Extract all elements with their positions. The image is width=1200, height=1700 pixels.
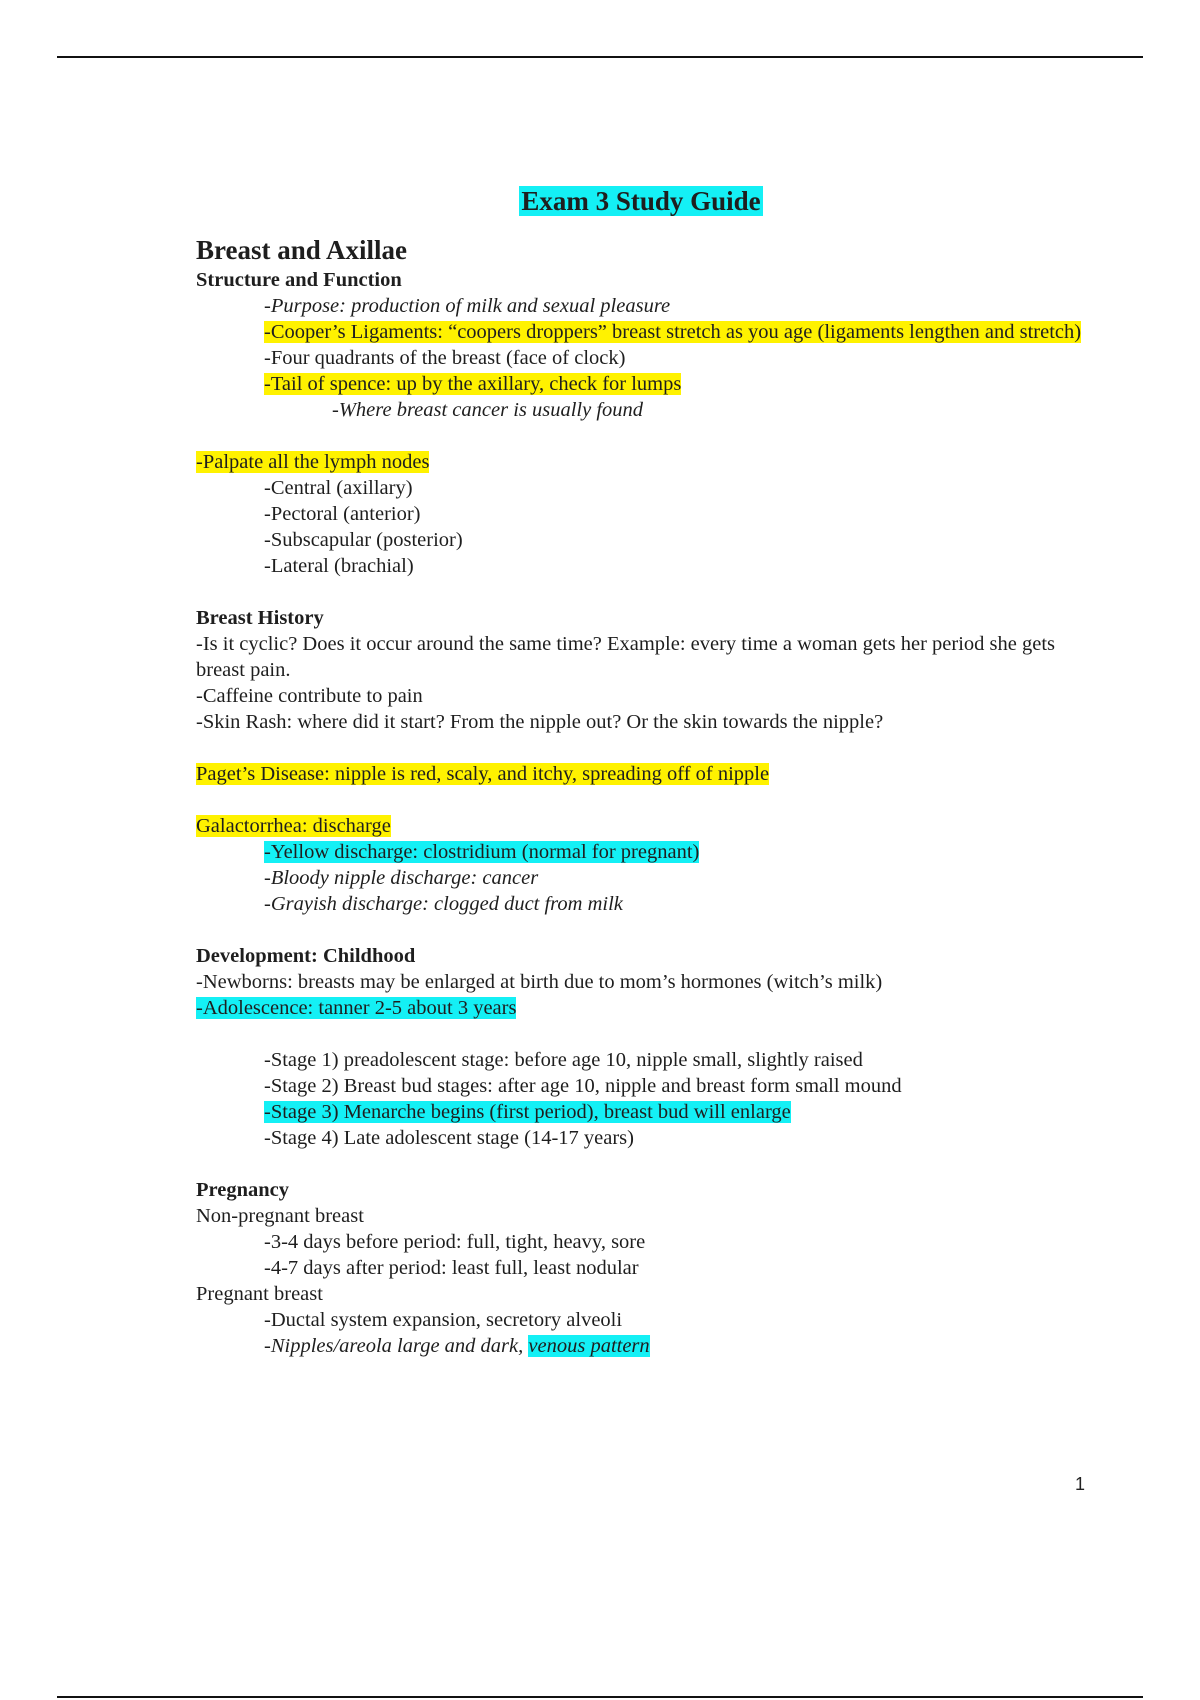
after-period-line: -4-7 days after period: least full, least nodular (264, 1257, 639, 1279)
coopers-line (196, 319, 1086, 345)
grayish-discharge-line: -Grayish discharge: clogged duct from milk (264, 893, 623, 915)
pagets-line: Paget’s Disease: nipple is red, scaly, and itchy, spreading off of nipple (196, 763, 770, 785)
subheading-pregnancy: Pregnancy (196, 1179, 290, 1201)
nipples-text: -Nipples/areola large and dark, (264, 1335, 529, 1357)
stage-4-line: -Stage 4) Late adolescent stage (14-17 years) (264, 1127, 634, 1149)
tail-of-spence-line: -Tail of spence: up by the axillary, check for lumps (264, 373, 682, 395)
adolescence-line: -Adolescence: tanner 2-5 about 3 years (196, 997, 517, 1019)
nipples-line (196, 1333, 1086, 1359)
cyclic-line: -Is it cyclic? Does it occur around the same time? Example: every time a woman gets her period she gets breast pain. (196, 633, 1061, 681)
header-rule (57, 56, 1143, 58)
lymph-node-item: -Central (axillary) (264, 477, 413, 499)
stage-1-line: -Stage 1) preadolescent stage: before age 10, nipple small, slightly raised (264, 1049, 863, 1071)
quadrants-line: -Four quadrants of the breast (face of clock) (264, 347, 626, 369)
section-heading-breast-axillae: Breast and Axillae (196, 235, 408, 265)
lymph-node-item: -Subscapular (posterior) (264, 529, 463, 551)
palpate-line: -Palpate all the lymph nodes (196, 451, 430, 473)
lymph-node-item: -Pectoral (anterior) (264, 503, 421, 525)
stage-3-line: -Stage 3) Menarche begins (first period), breast bud will enlarge (264, 1101, 791, 1123)
venous-pattern-text: venous pattern (528, 1335, 650, 1357)
subheading-breast-history: Breast History (196, 607, 324, 629)
bloody-discharge-line: -Bloody nipple discharge: cancer (264, 867, 539, 889)
ductal-line: -Ductal system expansion, secretory alveoli (264, 1309, 623, 1331)
skin-rash-line: -Skin Rash: where did it start? From the nipple out? Or the skin towards the nipple? (196, 711, 884, 733)
footer-rule (57, 1696, 1143, 1698)
page-content (196, 183, 1086, 1359)
stage-2-line: -Stage 2) Breast bud stages: after age 10, nipple and breast form small mound (264, 1075, 902, 1097)
caffeine-line: -Caffeine contribute to pain (196, 685, 423, 707)
page-number: 1 (1075, 1474, 1086, 1494)
document-title: Exam 3 Study Guide (521, 186, 761, 216)
lymph-node-item: -Lateral (brachial) (264, 555, 414, 577)
before-period-line: -3-4 days before period: full, tight, heavy, sore (264, 1231, 646, 1253)
subheading-structure-function: Structure and Function (196, 269, 402, 291)
purpose-line: -Purpose: production of milk and sexual pleasure (264, 295, 671, 317)
newborns-line: -Newborns: breasts may be enlarged at birth due to mom’s hormones (witch’s milk) (196, 971, 883, 993)
galactorrhea-line: Galactorrhea: discharge (196, 815, 391, 837)
subheading-development: Development: Childhood (196, 945, 416, 967)
pregnant-line: Pregnant breast (196, 1283, 323, 1305)
non-pregnant-line: Non-pregnant breast (196, 1205, 364, 1227)
cancer-location-line: -Where breast cancer is usually found (332, 399, 644, 421)
yellow-discharge-line: -Yellow discharge: clostridium (normal for pregnant) (264, 841, 700, 863)
coopers-text: -Cooper’s Ligaments: “coopers droppers” breast stretch as you age (ligaments lengthen and stretch) (264, 321, 1082, 343)
